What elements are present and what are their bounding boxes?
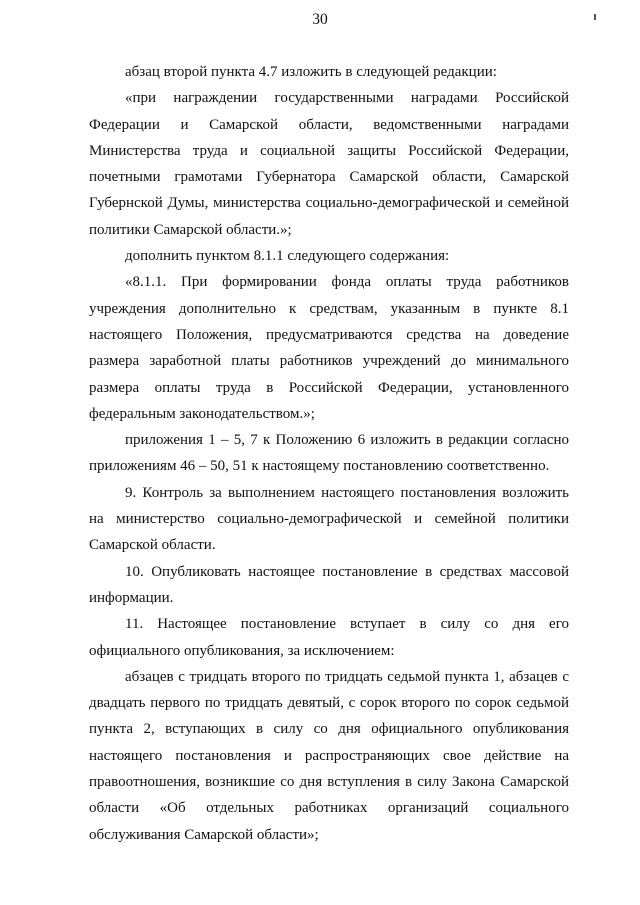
paragraph-item-11-effect: 11. Настоящее постановление вступает в силу со дня его официального опубликования, за исключением: xyxy=(89,616,569,659)
paragraph-exceptions: абзацев с тридцать второго по тридцать седьмой пункта 1, абзацев с двадцать первого по тридцать девятый, с сорок второго по сорок седьмой пункта 2, вступающих в силу со дня официального опубликования настоящего постановления и распространяющих свое действие на правоотношения, возникшие со дня вступления в силу Закона Самарской области «Об отдельных работниках организаций социального обслуживания Самарской области»; xyxy=(89,668,569,843)
paragraph-add-8-1-1-intro: дополнить пунктом 8.1.1 следующего содержания: xyxy=(125,248,450,265)
paragraph-add-8-1-1-text: «8.1.1. При формировании фонда оплаты труда работников учреждения дополнительно к средствам, указанным в пункте 8.1 настоящего Положения, предусматриваются средства на доведение размера заработной платы работников учреждений до минимального размера оплаты труда в Российской Федерации, установленного федеральным законодательством.»; xyxy=(89,274,569,422)
page-number: 30 xyxy=(312,11,328,28)
paragraph-item-10-publish: 10. Опубликовать настоящее постановление в средствах массовой информации. xyxy=(89,563,569,606)
document-body xyxy=(89,59,569,848)
paragraph-appendices: приложения 1 – 5, 7 к Положению 6 изложить в редакции согласно приложениям 46 – 50, 51 к настоящему постановлению соответственно. xyxy=(89,432,569,475)
paragraph-item-9-control: 9. Контроль за выполнением настоящего постановления возложить на министерство социально-демографической и семейной политики Самарской области. xyxy=(89,484,569,554)
paragraph-amend-4-7-intro: абзац второй пункта 4.7 изложить в следующей редакции: xyxy=(125,64,497,80)
paragraph-amend-4-7-text: «при награждении государственными наградами Российской Федерации и Самарской области, ведомственными наградами Министерства труда и социальной защиты Российской Федерации, почетными грамотами Губернатора Самарской области, Самарской Губернской Думы, министерства социально-демографической и семейной политики Самарской области.»; xyxy=(89,90,569,238)
